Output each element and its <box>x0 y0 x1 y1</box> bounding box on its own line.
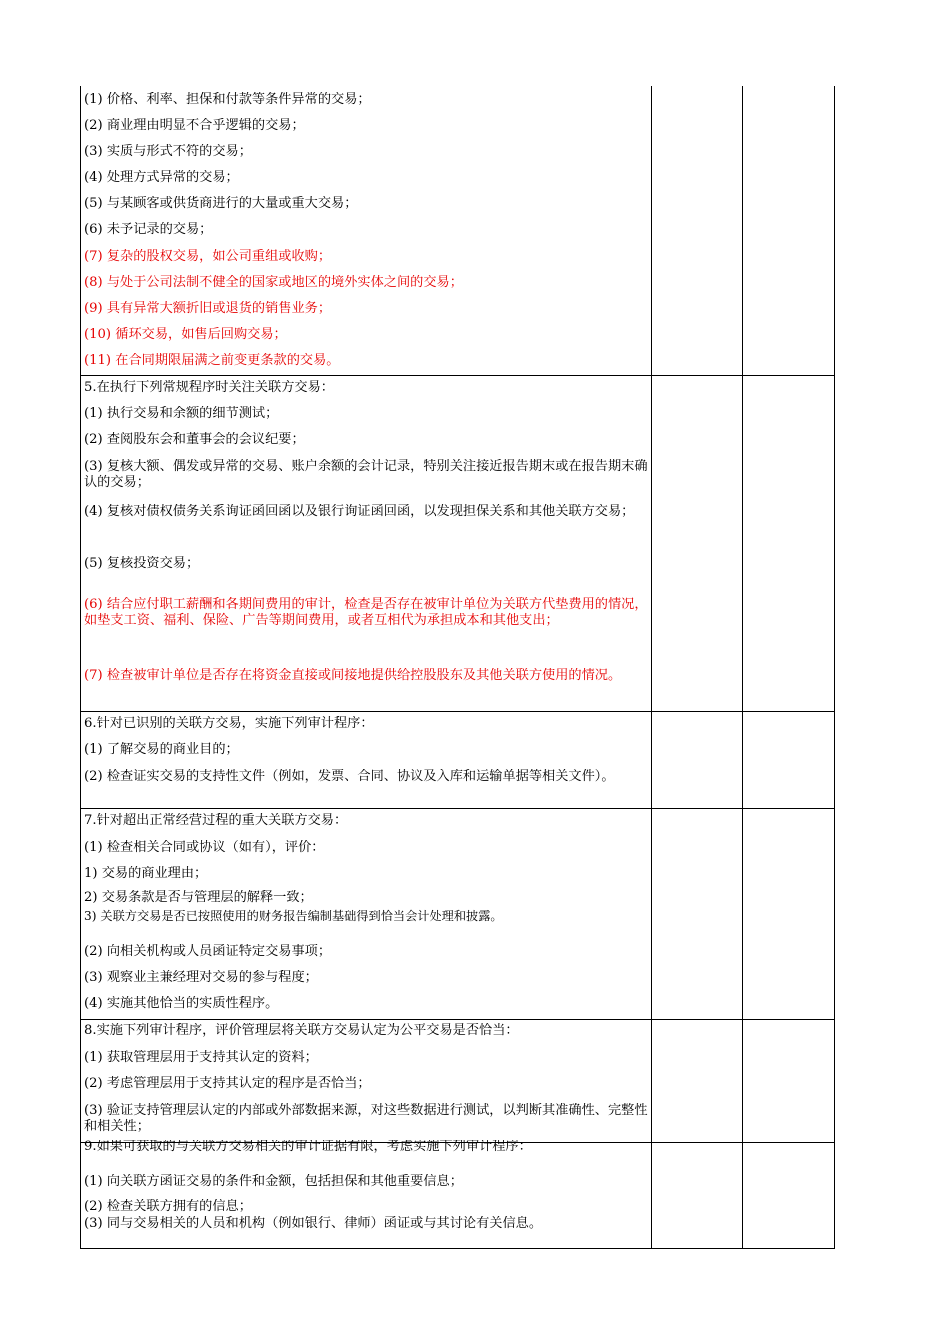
procedure-line-highlighted: (6) 结合应付职工薪酬和各期间费用的审计，检查是否存在被审计单位为关联方代垫费用的情况，如垫支工资、福利、保险、广告等期间费用，或者互相代为承担成本和其他支出； <box>84 597 648 628</box>
procedure-line: (4) 实施其他恰当的实质性程序。 <box>84 996 279 1011</box>
procedure-line: (3) 复核大额、偶发或异常的交易、账户余额的会计记录，特别关注接近报告期末或在报告期末确认的交易； <box>84 459 648 490</box>
procedure-line: (3) 同与交易相关的人员和机构（例如银行、律师）函证或与其讨论有关信息。 <box>84 1216 543 1231</box>
audit-procedure-table <box>80 86 835 1249</box>
procedure-line: (2) 查阅股东会和董事会的会议纪要； <box>84 432 305 447</box>
procedure-line: (5) 复核投资交易； <box>84 556 200 571</box>
column-divider-1 <box>651 86 652 1248</box>
procedure-line: (5) 与某顾客或供货商进行的大量或重大交易； <box>84 196 358 211</box>
procedure-line: (4) 复核对债权债务关系询证函回函以及银行询证函回函，以发现担保关系和其他关联方交易； <box>84 504 635 519</box>
procedure-heading-8: 8.实施下列审计程序，评价管理层将关联方交易认定为公平交易是否恰当： <box>84 1023 519 1038</box>
procedure-line: (3) 实质与形式不符的交易； <box>84 144 252 159</box>
row-divider <box>81 1019 834 1020</box>
procedure-line: (3) 观察业主兼经理对交易的参与程度； <box>84 970 318 985</box>
procedure-line-highlighted: (7) 复杂的股权交易，如公司重组或收购； <box>84 249 332 264</box>
procedure-line: (4) 处理方式异常的交易； <box>84 170 239 185</box>
procedure-line: (6) 未予记录的交易； <box>84 222 213 237</box>
procedure-line: (1) 检查相关合同或协议（如有），评价： <box>84 840 325 855</box>
procedure-heading-5: 5.在执行下列常规程序时关注关联方交易： <box>84 380 334 395</box>
procedure-line-highlighted: (7) 检查被审计单位是否存在将资金直接或间接地提供给控股股东及其他关联方使用的情况。 <box>84 668 622 683</box>
procedure-line-highlighted: (8) 与处于公司法制不健全的国家或地区的境外实体之间的交易； <box>84 275 463 290</box>
procedure-line: (1) 向关联方函证交易的条件和金额，包括担保和其他重要信息； <box>84 1174 463 1189</box>
procedure-line: (1) 价格、利率、担保和付款等条件异常的交易； <box>84 92 371 107</box>
procedure-line: (2) 商业理由明显不合乎逻辑的交易； <box>84 118 305 133</box>
procedure-line: 3) 关联方交易是否已按照使用的财务报告编制基础得到恰当会计处理和披露。 <box>84 909 503 923</box>
row-divider <box>81 375 834 376</box>
procedure-line: 1) 交易的商业理由； <box>84 866 208 881</box>
procedure-line-highlighted: (11) 在合同期限届满之前变更条款的交易。 <box>84 353 340 368</box>
procedure-line: (1) 执行交易和余额的细节测试； <box>84 406 279 421</box>
procedure-heading-6: 6.针对已识别的关联方交易，实施下列审计程序： <box>84 716 374 731</box>
procedure-line-highlighted: (9) 具有异常大额折旧或退货的销售业务； <box>84 301 332 316</box>
procedure-heading-7: 7.针对超出正常经营过程的重大关联方交易： <box>84 813 348 828</box>
procedure-line-highlighted: (10) 循环交易，如售后回购交易； <box>84 327 287 342</box>
procedure-line: 2) 交易条款是否与管理层的解释一致； <box>84 890 313 905</box>
procedure-line: (1) 获取管理层用于支持其认定的资料； <box>84 1050 318 1065</box>
procedure-line: (2) 检查关联方拥有的信息； <box>84 1199 252 1214</box>
procedure-line: (2) 向相关机构或人员函证特定交易事项； <box>84 944 332 959</box>
row-divider <box>81 808 834 809</box>
procedure-line: (1) 了解交易的商业目的； <box>84 742 239 757</box>
procedure-line: (3) 验证支持管理层认定的内部或外部数据来源，对这些数据进行测试，以判断其准确性、完整性和相关性； <box>84 1103 648 1134</box>
procedure-heading-9: 9.如果可获取的与关联方交易相关的审计证据有限，考虑实施下列审计程序： <box>84 1140 532 1154</box>
procedure-line: (2) 考虑管理层用于支持其认定的程序是否恰当； <box>84 1076 371 1091</box>
procedure-line: (2) 检查证实交易的支持性文件（例如，发票、合同、协议及入库和运输单据等相关文件）。 <box>84 769 615 784</box>
row-divider <box>81 711 834 712</box>
column-divider-2 <box>742 86 743 1248</box>
